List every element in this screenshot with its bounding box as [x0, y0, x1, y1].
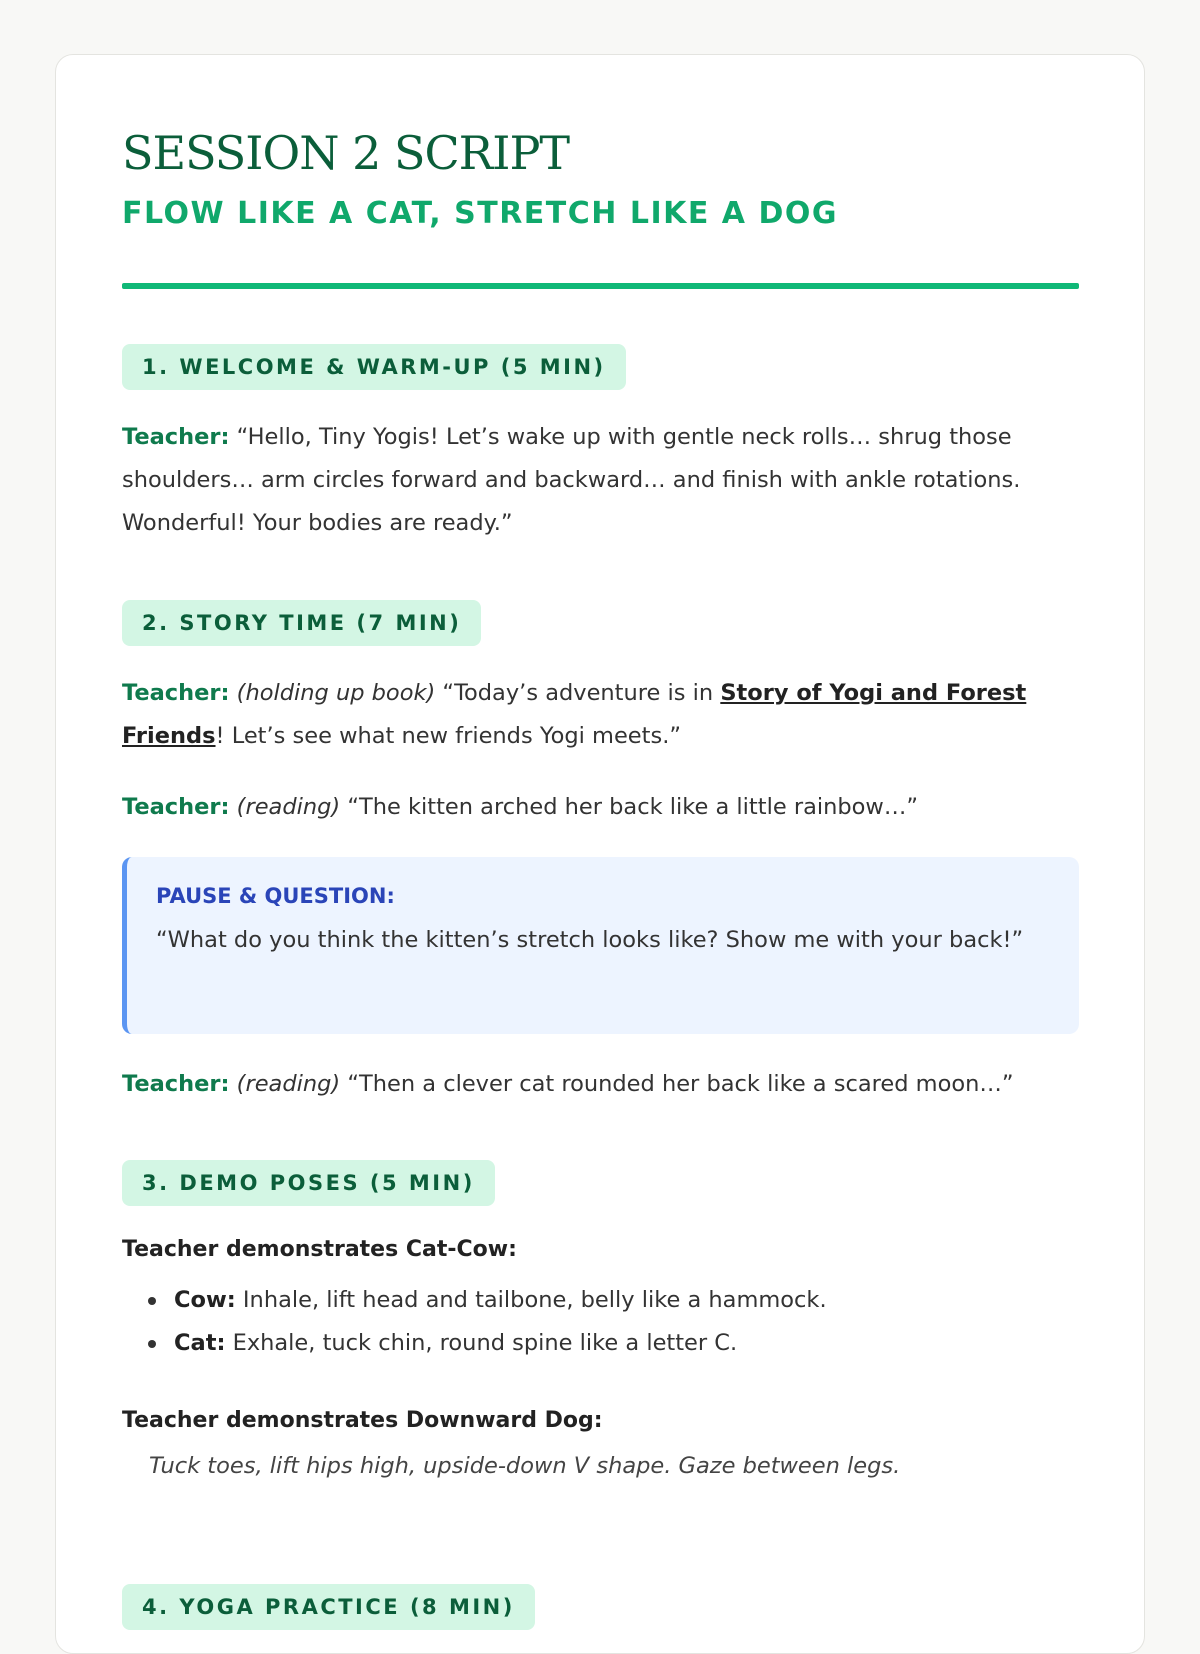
teacher-label: Teacher: [122, 1071, 230, 1097]
story-text-before: “Today’s adventure is in [435, 680, 721, 706]
teacher-label: Teacher: [122, 680, 230, 706]
stage-direction: (reading) [236, 794, 341, 820]
cat-cow-heading: Teacher demonstrates Cat-Cow: [122, 1237, 517, 1262]
callout-label: PAUSE & QUESTION: [156, 884, 395, 908]
page-subtitle: FLOW LIKE A CAT, STRETCH LIKE A DOG [122, 196, 838, 231]
bullet-icon [148, 1340, 156, 1348]
callout-text: “What do you think the kitten’s stretch looks like? Show me with your back!” [156, 927, 1024, 953]
section-heading-story: 2. STORY TIME (7 MIN) [122, 600, 481, 646]
story-text: “The kitten arched her back like a little rainbow…” [340, 794, 918, 820]
cat-cow-list [122, 1279, 1079, 1365]
pose-label: Cat: [174, 1330, 226, 1356]
section-heading-welcome: 1. WELCOME & WARM-UP (5 MIN) [122, 344, 626, 390]
pose-label: Cow: [174, 1287, 236, 1313]
title-divider [122, 283, 1079, 289]
list-item [122, 1322, 1079, 1365]
teacher-label: Teacher: [122, 794, 230, 820]
welcome-paragraph [122, 416, 1079, 545]
page-title: SESSION 2 SCRIPT [122, 126, 570, 180]
bullet-icon [148, 1297, 156, 1305]
downward-dog-instructions: Tuck toes, lift hips high, upside-down V shape. Gaze between legs. [149, 1453, 901, 1479]
section-heading-practice: 4. YOGA PRACTICE (8 MIN) [122, 1584, 535, 1630]
book-title: Story of Yogi and Forest Friends [122, 680, 1027, 749]
downward-dog-heading: Teacher demonstrates Downward Dog: [122, 1408, 603, 1433]
pose-text: Exhale, tuck chin, round spine like a letter C. [225, 1330, 738, 1356]
story-paragraph-2 [122, 786, 1079, 829]
list-item [122, 1279, 1079, 1322]
teacher-label: Teacher: [122, 424, 230, 450]
welcome-text: “Hello, Tiny Yogis! Let’s wake up with gentle neck rolls… shrug those shoulders… arm circles forward and backward… and finish with ankle rotations. Wonderful! Your bodies are ready.” [122, 424, 1021, 536]
section-heading-demo: 3. DEMO POSES (5 MIN) [122, 1160, 495, 1206]
story-text: “Then a clever cat rounded her back like a scared moon…” [340, 1071, 1014, 1097]
stage-direction: (holding up book) [236, 680, 436, 706]
story-paragraph-1 [122, 672, 1079, 758]
pose-text: Inhale, lift head and tailbone, belly like a hammock. [235, 1287, 827, 1313]
stage-direction: (reading) [236, 1071, 341, 1097]
story-paragraph-3 [122, 1063, 1079, 1106]
pause-question-callout [122, 857, 1079, 1034]
story-text-after: ! Let’s see what new friends Yogi meets.” [215, 723, 682, 749]
script-card [55, 54, 1145, 1654]
